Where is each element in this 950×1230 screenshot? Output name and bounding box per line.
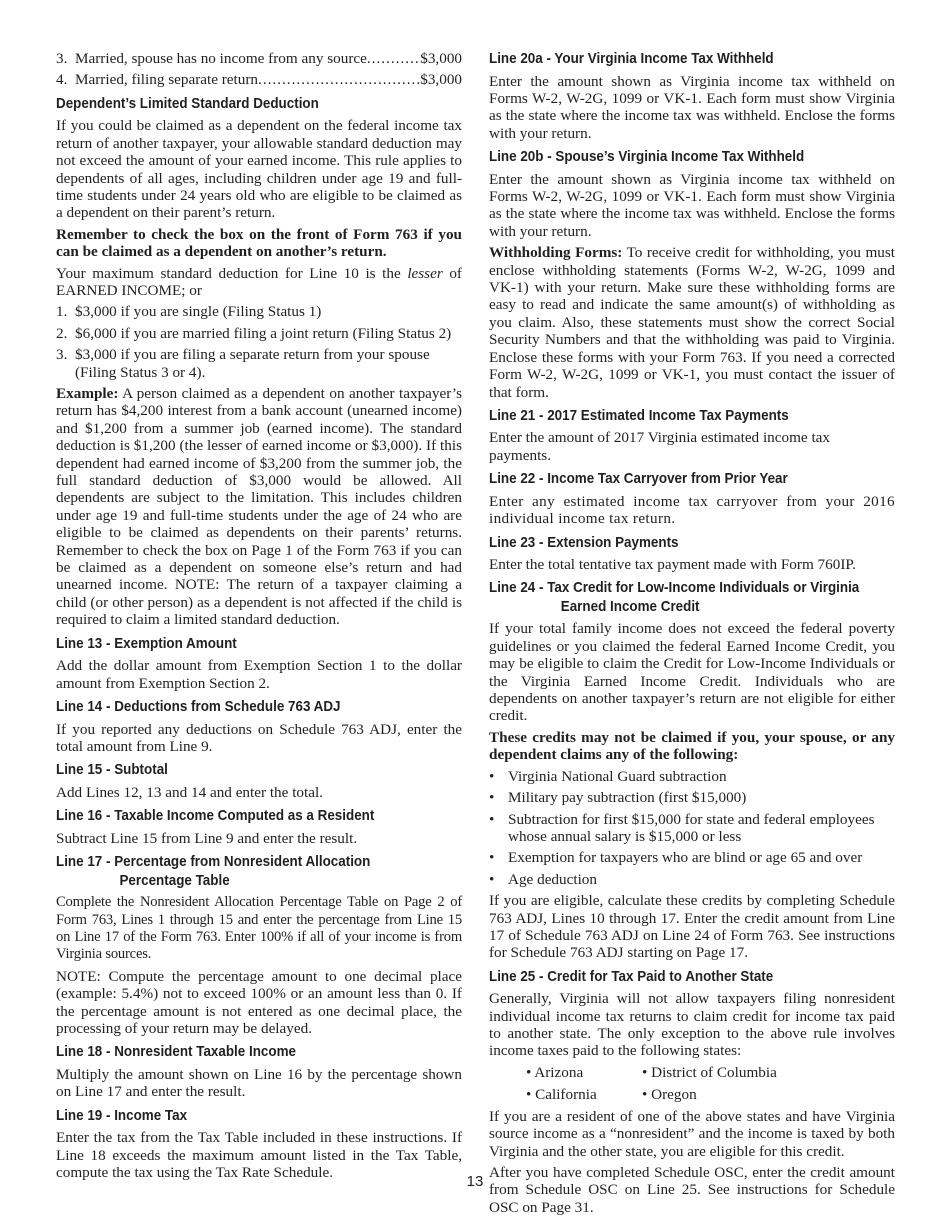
state-item: • Arizona	[526, 1063, 584, 1081]
list-item: • Age deduction	[489, 870, 597, 888]
right-column	[489, 50, 895, 1220]
section-heading: Line 21 - 2017 Estimated Income Tax Payments	[489, 407, 789, 424]
paragraph: If you are a resident of one of the above states and have Virginia source income as a “nonresident” and the income is taxed by both Virginia and the other state, you are eligible for this credit.	[489, 1107, 895, 1160]
paragraph: Enter the amount shown as Virginia income tax withheld on Forms W-2, W-2G, 1099 or VK-1. Each form must show Virginia as the state where the income tax was withheld. Enclose the forms with your return.	[489, 170, 895, 240]
deduction-list	[56, 303, 462, 381]
item-number: 4.	[56, 71, 68, 89]
state-item: • California	[526, 1086, 597, 1104]
paragraph: Withholding Forms: To receive credit for withholding, you must enclose withholding statements (Forms W-2, W-2G, 1099 and VK-1) with your return. Make sure these withholding forms are easy to read and indicate the same amount(s) of withholding as you claim. Also, these statements must show the correct Social Security Numbers and that the withholding was paid to Virginia. Enclose these forms with your Form 763. If you need a corrected Form W-2, W-2G, 1099 or VK-1, you must contact the issuer of that form.	[489, 244, 895, 401]
exclusion-list	[489, 768, 895, 888]
paragraph: After you have completed Schedule OSC, enter the credit amount from Schedule OSC on Line 25. See instructions for Schedule OSC on Page 31.	[489, 1163, 895, 1216]
left-column	[56, 50, 462, 1185]
list-item: • Virginia National Guard subtraction	[489, 767, 727, 785]
section-heading: Line 16 - Taxable Income Computed as a Resident	[56, 808, 375, 825]
dot-leader	[258, 71, 420, 88]
section-heading: Line 25 - Credit for Tax Paid to Another State	[489, 968, 774, 985]
list-item: 1. $3,000 if you are single (Filing Status 1)	[56, 303, 322, 321]
state-item: • District of Columbia	[642, 1063, 777, 1081]
example-paragraph: Example: A person claimed as a dependent on another taxpayer’s return has $4,200 interest from a bank account (unearned income) and $1,200 from a summer job (earned income). The standard deduction is $1,200 (the lesser of earned income or $3,000). If this dependent had earned income of $3,200 from the summer job, the full standard deduction of $3,000 would be allowed. All dependents are subject to the limitation. This includes children under age 19 and full-time students under the age of 24 who are eligible to be claimed as dependents on their parents’ returns. Remember to check the box on Page 1 of the Form 763 if you can be claimed as a dependent on someone else’s return and had unearned income. NOTE: The return of a taxpayer claiming a child (or other person) as a dependent is not affected if the child is required to claim a limited standard deduction.	[56, 385, 462, 629]
paragraph: Add Lines 12, 13 and 14 and enter the total.	[56, 783, 323, 801]
item-label: Married, spouse has no income from any source	[75, 50, 367, 67]
paragraph: If you reported any deductions on Schedule 763 ADJ, enter the total amount from Line 9.	[56, 720, 462, 755]
paragraph: If you could be claimed as a dependent on the federal income tax return of another taxpayer, your allowable standard deduction may not exceed the amount of your earned income. This rule applies to dependents of all ages, including children under age 19 and full-time students under 24 years old who are eligible to be claimed as a dependent on their parent’s return.	[56, 117, 462, 222]
section-heading: Line 20b - Spouse’s Virginia Income Tax Withheld	[489, 149, 805, 166]
item-number: 3.	[56, 50, 68, 67]
bold-note: Remember to check the box on the front of Form 763 if you can be claimed as a dependent on another’s return.	[56, 225, 462, 261]
paragraph: Enter any estimated income tax carryover from your 2016 individual income tax return.	[489, 492, 895, 528]
paragraph: Generally, Virginia will not allow taxpayers filing nonresident individual income tax returns to claim credit for income tax paid to another state. The only exception to the above rule involves income taxes paid to the following states:	[489, 990, 895, 1060]
section-heading: Line 19 - Income Tax	[56, 1107, 188, 1124]
page-number: 13	[466, 1173, 484, 1190]
paragraph: Your maximum standard deduction for Line 10 is the lesser of EARNED INCOME; or	[56, 264, 462, 299]
list-item: 2. $6,000 if you are married filing a joint return (Filing Status 2)	[56, 324, 452, 342]
item-amount: $3,000	[420, 50, 462, 67]
section-heading: Dependent’s Limited Standard Deduction	[56, 95, 319, 112]
paragraph: Multiply the amount shown on Line 16 by the percentage shown on Line 17 and enter the result.	[56, 1065, 462, 1101]
paragraph: Subtract Line 15 from Line 9 and enter the result.	[56, 829, 358, 847]
paragraph: If you are eligible, calculate these credits by completing Schedule 763 ADJ, Lines 10 through 17. Enter the credit amount from Line 17 of Schedule 763 ADJ on Line 24 of Form 763. See instructions for Schedule 763 ADJ starting on Page 17.	[489, 892, 895, 962]
list-item: 3. $3,000 if you are filing a separate return from your spouse (Filing Status 3 or 4).	[56, 346, 430, 381]
state-item: • Oregon	[642, 1086, 697, 1104]
paragraph: Add the dollar amount from Exemption Section 1 to the dollar amount from Exemption Section 2.	[56, 657, 462, 692]
section-heading: Line 20a - Your Virginia Income Tax Withheld	[489, 51, 774, 67]
list-item: • Military pay subtraction (first $15,000)	[489, 789, 747, 807]
filing-status-item	[56, 71, 462, 88]
filing-status-item	[56, 50, 462, 67]
paragraph: Enter the tax from the Tax Table included in these instructions. If Line 18 exceeds the maximum amount listed in the Tax Table, compute the tax using the Tax Rate Schedule.	[56, 1129, 462, 1181]
paragraph: Enter the amount of 2017 Virginia estimated income tax payments.	[489, 429, 831, 464]
bold-note: These credits may not be claimed if you, your spouse, or any dependent claims any of the following:	[489, 728, 895, 764]
paragraph: NOTE: Compute the percentage amount to one decimal place (example: 5.4%) not to exceed 100% or an amount less than 0. If the percentage amount is not entered as one decimal place, the processing of your return may be delayed.	[56, 967, 462, 1037]
list-item: • Exemption for taxpayers who are blind or age 65 and over	[489, 849, 863, 867]
section-heading: Line 18 - Nonresident Taxable Income	[56, 1044, 297, 1061]
section-heading: Line 24 - Tax Credit for Low-Income Individuals or Virginia Earned Income Credit	[489, 580, 860, 615]
paragraph: Enter the amount shown as Virginia income tax withheld on Forms W-2, W-2G, 1099 or VK-1. Each form must show Virginia as the state where the income tax was withheld. Enclose the forms with your return.	[489, 72, 895, 142]
paragraph: Enter the total tentative tax payment made with Form 760IP.	[489, 556, 856, 574]
item-label: Married, filing separate return	[75, 71, 259, 89]
section-heading: Line 15 - Subtotal	[56, 762, 168, 779]
item-amount: $3,000	[420, 71, 462, 89]
section-heading: Line 17 - Percentage from Nonresident Allocation Percentage Table	[56, 854, 371, 889]
section-heading: Line 13 - Exemption Amount	[56, 635, 237, 652]
section-heading: Line 14 - Deductions from Schedule 763 ADJ	[56, 699, 341, 715]
states-list	[489, 1064, 895, 1104]
dot-leader	[367, 50, 420, 67]
paragraph: If your total family income does not exceed the federal poverty guidelines or you claimed the federal Earned Income Credit, you may be eligible to claim the Credit for Low-Income Individuals or the Virginia Earned Income Credit. Individuals who are dependents on another taxpayer’s return are not eligible for either credit.	[489, 620, 895, 725]
paragraph: Complete the Nonresident Allocation Percentage Table on Page 2 of Form 763, Lines 1 through 15 and enter the percentage from Line 15 on Line 17 of the Form 763. Enter 100% if all of your income is from Virginia sources.	[56, 894, 462, 963]
section-heading: Line 22 - Income Tax Carryover from Prior Year	[489, 471, 788, 488]
section-heading: Line 23 - Extension Payments	[489, 534, 679, 551]
list-item: • Subtraction for first $15,000 for state and federal employees whose annual salary is $15,000 or less	[489, 810, 875, 845]
